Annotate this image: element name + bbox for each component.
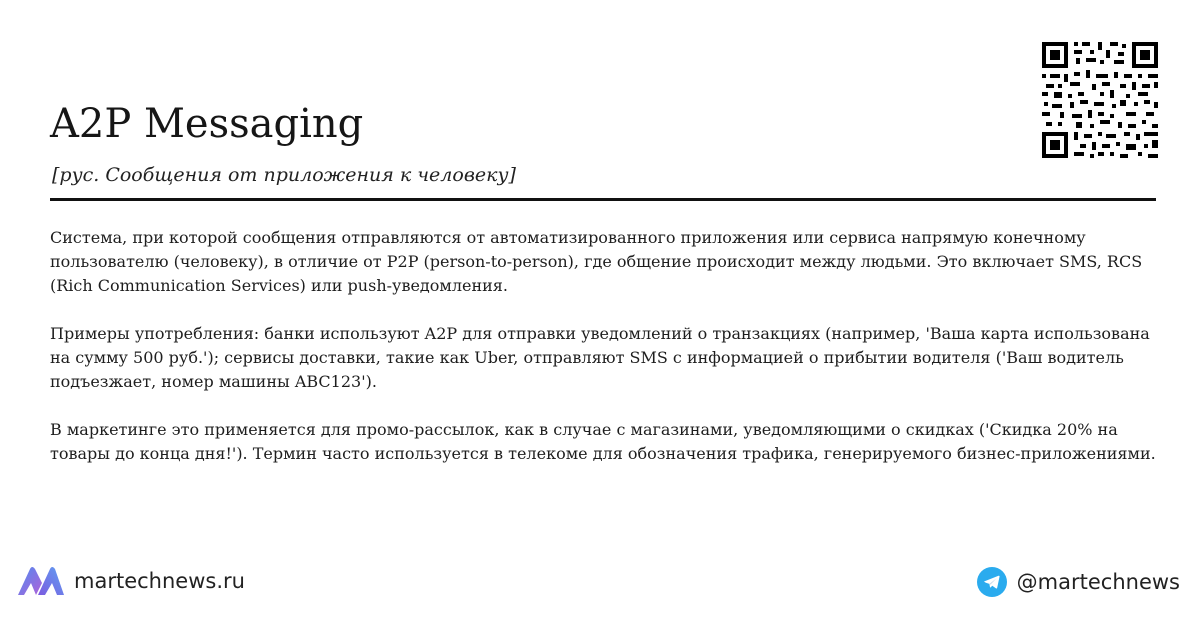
telegram-channel[interactable] (977, 565, 1180, 599)
page-title: A2P Messaging (50, 101, 364, 147)
title-divider (50, 198, 1156, 201)
telegram-icon (977, 567, 1007, 597)
site-brand[interactable] (14, 563, 245, 599)
telegram-handle[interactable]: @martechnews (1016, 570, 1180, 594)
page-subtitle: [рус. Сообщения от приложения к человеку] (52, 164, 516, 186)
martechnews-logo-icon (14, 563, 66, 599)
examples-paragraph: Примеры употребления: банки используют A2P для отправки уведомлений о транзакциях (например, 'Ваша карта использована на сумму 500 руб.'); сервисы доставки, такие как Uber, отправляют SMS с информацией о прибытии водителя ('Ваш водитель подъезжает, номер машины ABC123'). (50, 324, 1150, 391)
site-url[interactable]: martechnews.ru (74, 569, 245, 593)
definition-paragraph: Система, при которой сообщения отправляются от автоматизированного приложения или сервиса напрямую конечному пользователю (человеку), в отличие от P2P (person-to-person), где общение происходит между людьми. Это включает SMS, RCS (Rich Communication Services) или push-уведомления. (50, 228, 1143, 295)
definition-body (50, 226, 1156, 490)
marketing-paragraph: В маркетинге это применяется для промо-рассылок, как в случае с магазинами, уведомляющими о скидках ('Скидка 20% на товары до конца дня!'). Термин часто используется в телекоме для обозначения трафика, генерируемого бизнес-приложениями. (50, 420, 1156, 463)
qr-code-icon (1040, 40, 1160, 160)
